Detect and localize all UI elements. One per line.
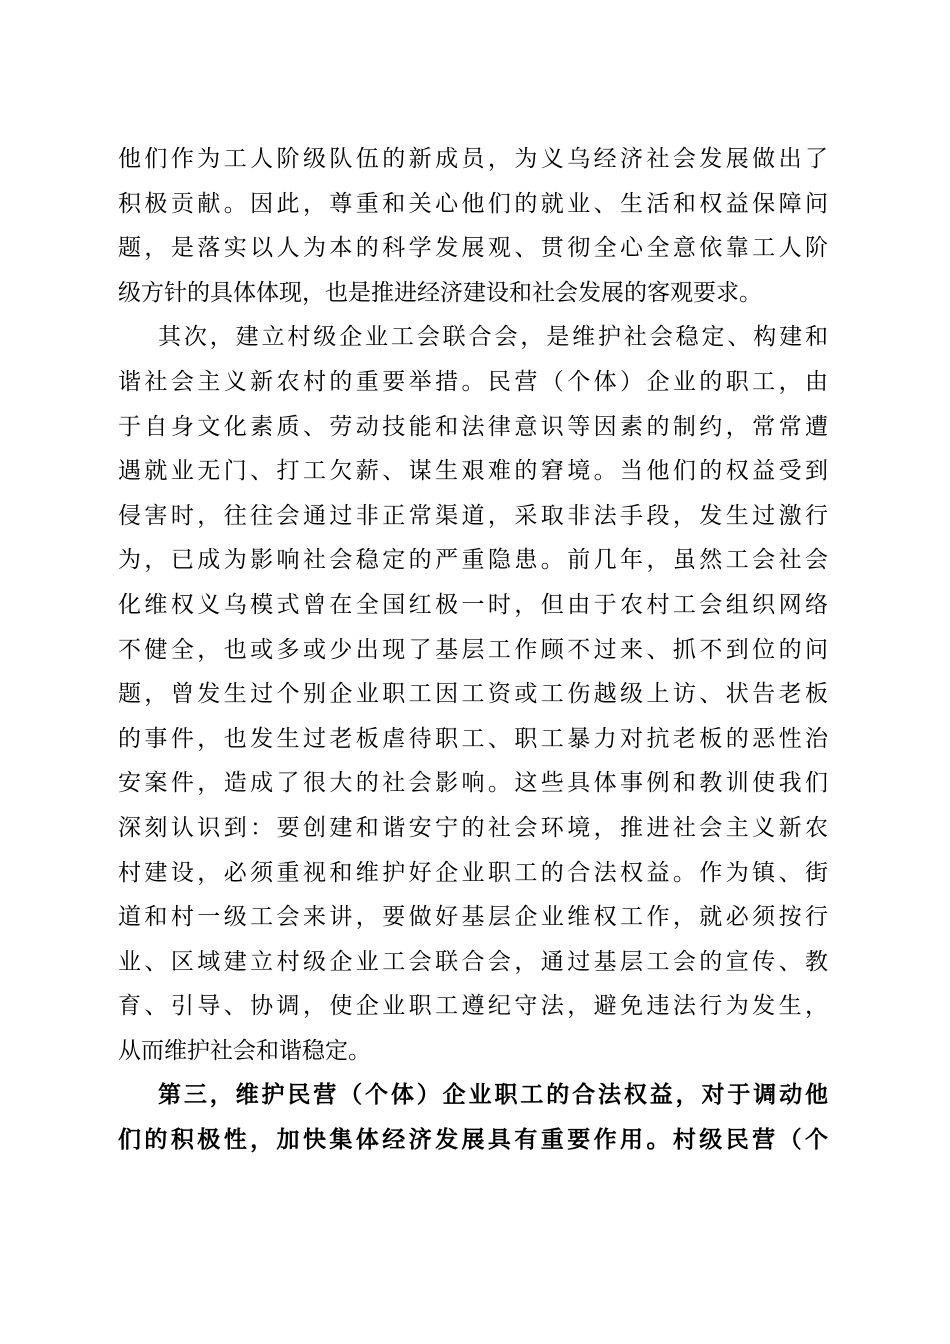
body-text [118,137,828,1163]
paragraph-start-line: 其次，建立村级企业工会联合会，是维护社会稳定、构建和 [158,324,828,351]
text-line: 育、引导、协调，使企业职工遵纪守法，避免违法行为发生， [118,993,828,1020]
text-line: 业、区域建立村级企业工会联合会，通过基层工会的宣传、教 [118,948,828,975]
text-line: 从而维护社会和谐稳定。 [118,1037,371,1064]
text-line: 道和村一级工会来讲，要做好基层企业维权工作，就必须按行 [118,904,828,931]
text-line: 的事件，也发生过老板虐待职工、职工暴力对抗老板的恶性治 [118,725,828,752]
text-line: 题，是落实以人为本的科学发展观、贯彻全心全意依靠工人阶 [118,235,828,262]
text-line: 为，已成为影响社会稳定的严重隐患。前几年，虽然工会社会 [118,547,828,574]
text-line: 深刻认识到：要创建和谐安宁的社会环境，推进社会主义新农 [118,814,828,841]
text-line-bold: 们的积极性，加快集体经济发展具有重要作用。村级民营（个 [118,1126,828,1154]
text-line: 村建设，必须重视和维护好企业职工的合法权益。作为镇、街 [118,859,828,886]
text-line: 不健全，也或多或少出现了基层工作顾不过来、抓不到位的问 [118,636,828,663]
paragraph-start-line-bold: 第三，维护民营（个体）企业职工的合法权益，对于调动他 [158,1081,828,1109]
text-line: 遇就业无门、打工欠薪、谋生艰难的窘境。当他们的权益受到 [118,458,828,485]
text-line: 化维权义乌模式曾在全国红极一时，但由于农村工会组织网络 [118,591,828,618]
text-line: 谐社会主义新农村的重要举措。民营（个体）企业的职工，由 [118,368,828,395]
text-line: 题，曾发生过个别企业职工因工资或工伤越级上访、状告老板 [118,681,828,708]
text-line: 侵害时，往往会通过非正常渠道，采取非法手段，发生过激行 [118,502,828,529]
text-line: 他们作为工人阶级队伍的新成员，为义乌经济社会发展做出了 [118,146,828,172]
text-line: 于自身文化素质、劳动技能和法律意识等因素的制约，常常遭 [118,413,828,440]
text-line: 安案件，造成了很大的社会影响。这些具体事例和教训使我们 [118,770,828,797]
text-line: 级方针的具体体现，也是推进经济建设和社会发展的客观要求。 [118,279,762,306]
text-line: 积极贡献。因此，尊重和关心他们的就业、生活和权益保障问 [118,190,828,217]
